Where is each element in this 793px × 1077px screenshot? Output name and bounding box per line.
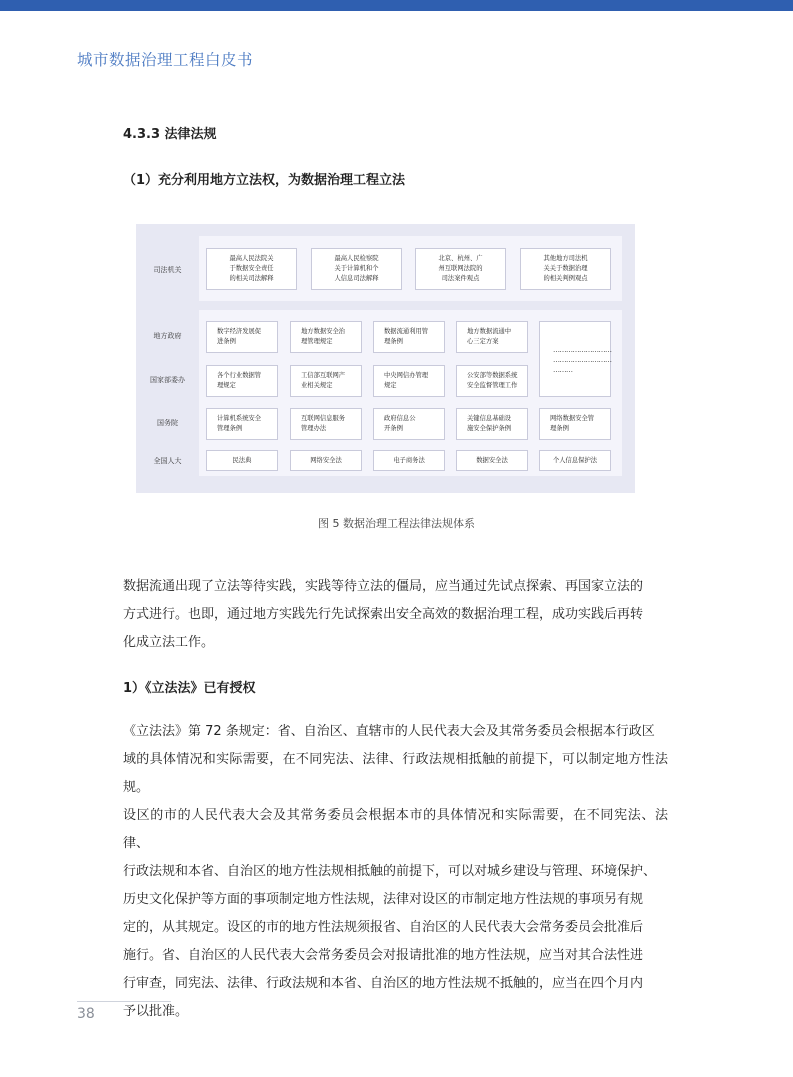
document-header-title: 城市数据治理工程白皮书	[77, 51, 254, 69]
row-label-local-gov: 地方政府	[153, 332, 182, 340]
subsection-title: （1）充分利用地方立法权，为数据治理工程立法	[123, 173, 406, 188]
npc-law-box: 电子商务法	[373, 450, 445, 471]
row-label-ministries: 国家部委办	[150, 376, 185, 384]
ministry-box: 公安部等数据系统 安全监督管理工作	[456, 365, 528, 397]
ministry-box: 工信部互联网产 业相关规定	[290, 365, 362, 397]
page-number: 38	[77, 1006, 95, 1022]
local-gov-box: 地方数据安全治 理管理规定	[290, 321, 362, 353]
subheading-legislation-law: 1）《立法法》已有授权	[123, 681, 256, 696]
other-regulations-box: ……………………… ……………………… ………	[539, 321, 611, 397]
judicial-box: 最高人民法院关 于数据安全责任 的相关司法解释	[206, 248, 297, 290]
paragraph-legislation-law: 《立法法》第 72 条规定：省、自治区、直辖市的人民代表大会及其常务委员会根据本行政区 域的具体情况和实际需要，在不同宪法、法律、行政法规相抵触的前提下，可以制定地方性法规。 设区的市的人民代表大会及其常务委员会根据本市的具体情况和实际需要，在不同宪法、法律、 行政法规和本省、自治区的地方性法规相抵触的前提下，可以对城乡建设与管理、环境保护、 历史文化保护等方面的事项制定地方性法规，法律对设区的市制定地方性法规的事项另有规 定的，从其规定。设区的市的地方性法规须报省、自治区的人民代表大会常务委员会批准后 施行。省、自治区的人民代表大会常务委员会对报请批准的地方性法规，应当对其合法性进 行审查，同宪法、法律、行政法规和本省、自治区的地方性法规不抵触的，应当在四个月内 予以批准。	[123, 724, 668, 1019]
state-council-box: 计算机系统安全 管理条例	[206, 408, 278, 440]
local-gov-box: 地方数据流通中 心三定方案	[456, 321, 528, 353]
section-title: 4.3.3 法律法规	[123, 127, 217, 142]
local-gov-box: 数据流通利用管 理条例	[373, 321, 445, 353]
footer-divider	[77, 1001, 171, 1002]
npc-law-box: 个人信息保护法	[539, 450, 611, 471]
state-council-box: 网络数据安全管 理条例	[539, 408, 611, 440]
npc-law-box: 网络安全法	[290, 450, 362, 471]
judicial-box: 北京、杭州、广 州互联网法院的 司法案件观点	[415, 248, 506, 290]
figure-caption: 图 5 数据治理工程法律法规体系	[318, 517, 475, 530]
judicial-box: 最高人民检察院 关于计算机和个 人信息司法解释	[311, 248, 402, 290]
judicial-panel	[199, 236, 622, 301]
paragraph-intro: 数据流通出现了立法等待实践，实践等待立法的僵局，应当通过先试点探索、再国家立法的 方式进行。也即，通过地方实践先行先试探索出安全高效的数据治理工程，成功实践后再转 化成立法工作。	[123, 579, 644, 650]
npc-law-box: 数据安全法	[456, 450, 528, 471]
ministry-box: 中央网信办管理 规定	[373, 365, 445, 397]
government-panel	[199, 310, 622, 476]
ministry-box: 各个行业数据管 理规定	[206, 365, 278, 397]
state-council-box: 互联网信息服务 管理办法	[290, 408, 362, 440]
npc-law-box: 民法典	[206, 450, 278, 471]
local-gov-box: 数字经济发展促 进条例	[206, 321, 278, 353]
state-council-box: 政府信息公 开条例	[373, 408, 445, 440]
row-label-state-council: 国务院	[157, 419, 178, 427]
top-accent-bar	[0, 0, 793, 11]
row-label-judicial: 司法机关	[153, 266, 182, 274]
judicial-box: 其他地方司法机 关关于数据治理 的相关判例观点	[520, 248, 611, 290]
legal-framework-figure	[136, 224, 635, 493]
row-label-npc: 全国人大	[153, 457, 182, 465]
state-council-box: 关键信息基础设 施安全保护条例	[456, 408, 528, 440]
